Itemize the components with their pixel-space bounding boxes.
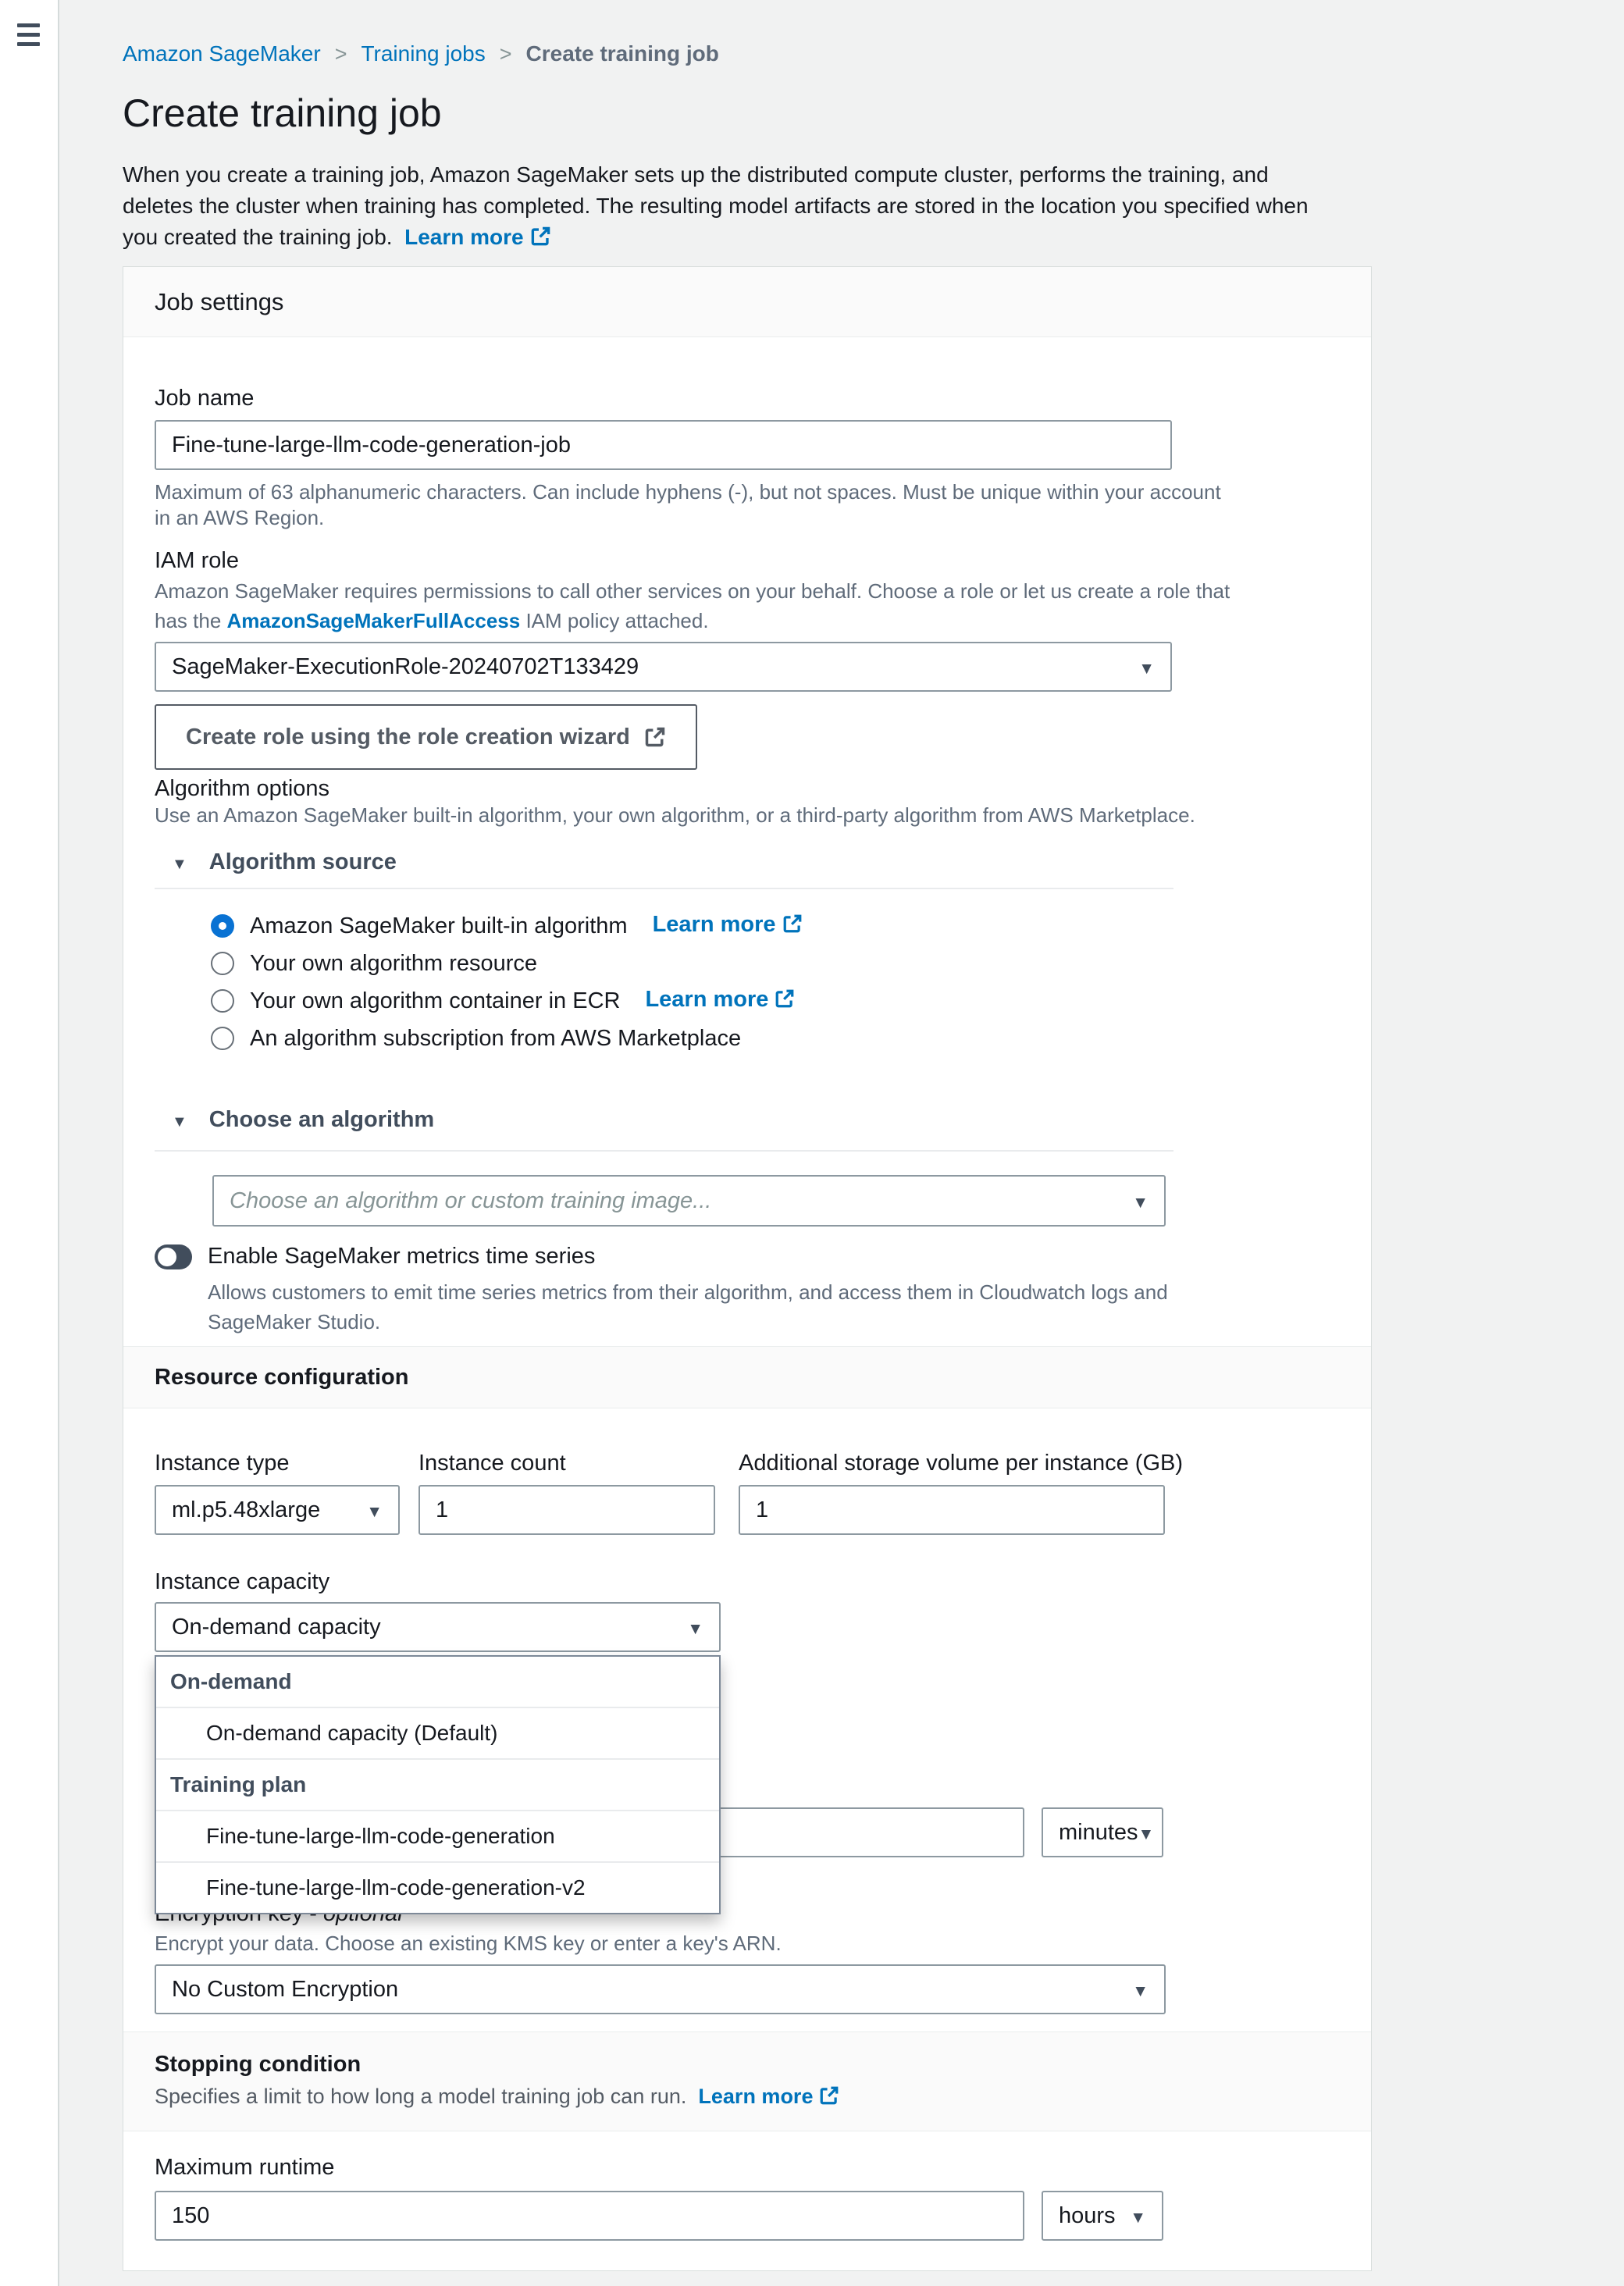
menu-bar — [17, 42, 40, 46]
iam-role-select[interactable]: SageMaker-ExecutionRole-20240702T133429 ▼ — [155, 642, 1172, 692]
instance-type-select[interactable]: ml.p5.48xlarge ▼ — [155, 1485, 400, 1535]
external-link-icon — [530, 224, 551, 255]
external-link-icon — [775, 988, 795, 1015]
instance-capacity-label: Instance capacity — [155, 1569, 330, 1594]
expander-arrow-icon — [172, 849, 187, 875]
radio-marketplace-subscription[interactable] — [211, 1027, 234, 1050]
chevron-down-icon — [366, 1497, 383, 1523]
maximum-runtime-label: Maximum runtime — [155, 2155, 335, 2180]
divider — [155, 888, 1173, 889]
form-card — [123, 266, 1372, 2271]
runtime-unit-select[interactable]: hours ▼ — [1042, 2191, 1163, 2241]
radio-builtin-algorithm[interactable] — [211, 914, 234, 938]
algorithm-source-expander[interactable]: ▼ Algorithm source — [155, 849, 1340, 875]
breadcrumb-link-amazon-sagemaker[interactable]: Amazon SageMaker — [123, 41, 321, 66]
radio-own-container-ecr[interactable] — [211, 989, 234, 1013]
dropdown-group-header-on-demand: On-demand — [170, 1669, 292, 1693]
menu-bar — [17, 33, 40, 37]
instance-type-field — [155, 1451, 400, 1535]
algorithm-options-label: Algorithm options — [155, 776, 330, 801]
ecr-learn-more-link[interactable]: Learn more — [645, 987, 795, 1015]
builtin-learn-more-link[interactable]: Learn more — [653, 912, 803, 940]
chevron-down-icon — [1138, 1820, 1155, 1846]
section-title: Resource configuration — [155, 1364, 409, 1390]
stopping-learn-more-link[interactable]: Learn more — [693, 2085, 840, 2108]
stopping-condition-section — [123, 2131, 1371, 2270]
instance-count-label: Instance count — [418, 1451, 566, 1476]
metrics-toggle-label: Enable SageMaker metrics time series — [208, 1244, 596, 1269]
section-title: Stopping condition — [155, 2052, 361, 2077]
choose-algorithm-expander[interactable]: ▼ Choose an algorithm — [155, 1106, 1340, 1133]
intro-line: When you create a training job, Amazon SageMaker sets up the distributed compute cluster, performs the training, and — [123, 162, 1269, 187]
metrics-toggle-description: Allows customers to emit time series metrics from their algorithm, and access them in Cloudwatch logs and SageMaker Studio. — [208, 1280, 1168, 1334]
choose-algorithm-select[interactable]: Choose an algorithm or custom training image... ▼ — [212, 1175, 1166, 1227]
toggle-knob — [158, 1248, 176, 1266]
chevron-down-icon — [1130, 2203, 1146, 2229]
instance-count-field — [418, 1451, 715, 1535]
radio-own-algorithm-resource[interactable] — [211, 952, 234, 975]
breadcrumb-separator-icon: > — [499, 42, 512, 66]
job-name-label: Job name — [155, 386, 255, 411]
dropdown-option-training-plan-1[interactable]: Fine-tune-large-llm-code-generation — [156, 1810, 719, 1861]
maximum-runtime-input[interactable] — [155, 2191, 1024, 2241]
external-link-icon — [782, 913, 803, 940]
metrics-time-series-toggle[interactable] — [155, 1244, 192, 1269]
collapsed-sidebar — [0, 0, 59, 2286]
instance-fields-row — [155, 1451, 1340, 1535]
radio-row: Your own algorithm container in ECR Learn more — [211, 989, 1340, 1013]
radio-row: Your own algorithm resource — [211, 952, 1340, 975]
intro-line: deletes the cluster when training has completed. The resulting model artifacts are stored in the location you specified when — [123, 194, 1309, 218]
section-header-stopping-condition — [123, 2031, 1371, 2131]
job-settings-section — [123, 337, 1371, 1346]
breadcrumb-current: Create training job — [525, 41, 719, 66]
expander-arrow-icon — [172, 1107, 187, 1133]
section-header-job-settings — [123, 267, 1371, 337]
dropdown-option-on-demand-default[interactable]: On-demand capacity (Default) — [156, 1707, 719, 1758]
sagemaker-full-access-link[interactable]: AmazonSageMakerFullAccess — [226, 609, 521, 632]
algorithm-source-radio-group — [155, 914, 1340, 1050]
create-role-wizard-button[interactable]: Create role using the role creation wizard — [155, 704, 697, 770]
iam-role-description: Amazon SageMaker requires permissions to call other services on your behalf. Choose a role or let us create a role that has the AmazonSageMakerFullAccess IAM policy attached. — [155, 579, 1230, 632]
maximum-runtime-row — [155, 2191, 1340, 2241]
chevron-down-icon — [1138, 654, 1155, 680]
metrics-toggle-row — [155, 1244, 1340, 1269]
job-name-input[interactable] — [155, 420, 1172, 470]
instance-type-label: Instance type — [155, 1451, 290, 1476]
menu-bar — [17, 23, 40, 27]
encryption-key-select[interactable]: No Custom Encryption ▼ — [155, 1964, 1166, 2014]
section-header-resource-configuration — [123, 1346, 1371, 1408]
additional-storage-input[interactable] — [739, 1485, 1165, 1535]
additional-storage-label: Additional storage volume per instance (GB) — [739, 1451, 1184, 1476]
instance-capacity-dropdown — [155, 1655, 721, 1914]
chevron-down-icon — [687, 1615, 703, 1640]
intro-learn-more-link[interactable]: Learn more — [398, 225, 550, 249]
instance-capacity-select[interactable]: On-demand capacity ▼ — [155, 1602, 721, 1652]
instance-count-input[interactable] — [418, 1485, 715, 1535]
divider — [155, 1150, 1173, 1152]
job-name-help: Maximum of 63 alphanumeric characters. Can include hyphens (-), but not spaces. Must be unique within your account in an AWS Region. — [155, 480, 1221, 529]
algorithm-options-description: Use an Amazon SageMaker built-in algorithm, your own algorithm, or a third-party algorithm from AWS Marketplace. — [155, 803, 1195, 827]
page-title: Create training job — [123, 91, 442, 135]
dropdown-option-training-plan-2[interactable]: Fine-tune-large-llm-code-generation-v2 — [156, 1861, 719, 1913]
iam-role-label: IAM role — [155, 548, 239, 573]
instance-capacity-wrapper — [155, 1602, 721, 1900]
resource-configuration-section — [123, 1408, 1371, 2031]
encryption-key-description: Encrypt your data. Choose an existing KMS key or enter a key's ARN. — [155, 1932, 782, 1955]
chevron-down-icon — [1132, 1977, 1149, 2003]
radio-row: Amazon SageMaker built-in algorithm Learn more — [211, 914, 1340, 938]
breadcrumb-separator-icon: > — [334, 42, 347, 66]
additional-storage-field — [739, 1451, 1184, 1535]
page-intro — [123, 159, 1624, 255]
breadcrumb — [123, 41, 1624, 67]
duration-unit-select[interactable]: minutes ▼ — [1042, 1807, 1163, 1857]
section-title: Job settings — [155, 287, 284, 315]
breadcrumb-link-training-jobs[interactable]: Training jobs — [361, 41, 486, 66]
external-link-icon — [644, 726, 666, 748]
intro-line: you created the training job. — [123, 225, 393, 249]
radio-row: An algorithm subscription from AWS Marketplace — [211, 1027, 1340, 1050]
external-link-icon — [819, 2085, 839, 2111]
menu-icon[interactable] — [17, 23, 40, 46]
chevron-down-icon — [1132, 1188, 1149, 1214]
main-content — [61, 0, 1624, 2286]
dropdown-group-header-training-plan: Training plan — [156, 1758, 719, 1810]
stopping-condition-description: Specifies a limit to how long a model training job can run. Learn more — [155, 2085, 839, 2111]
